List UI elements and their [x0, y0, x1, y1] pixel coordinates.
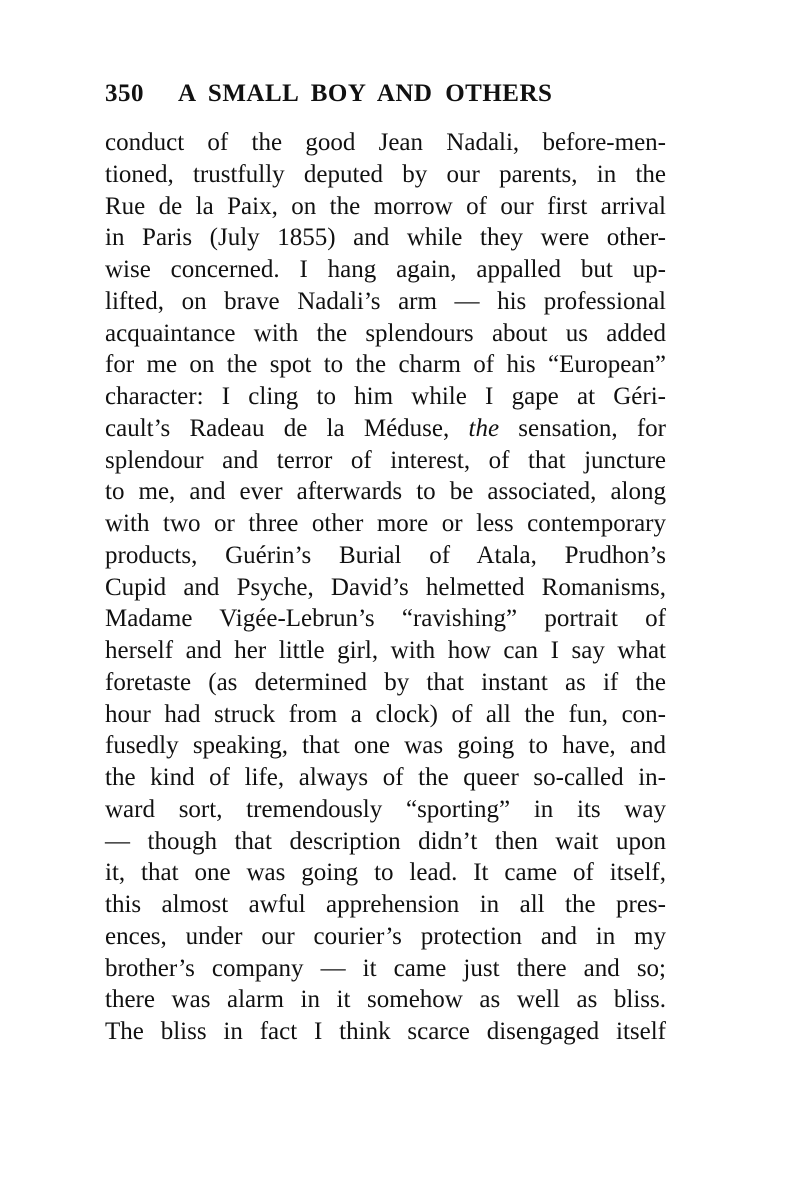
text-segment: sensation, for	[499, 414, 666, 442]
text-line: Rue de la Paix, on the morrow of our first arrival	[105, 192, 666, 220]
text-line: fusedly speaking, that one was going to have, and	[105, 732, 666, 760]
body-text	[105, 127, 666, 1048]
italic-word: the	[468, 414, 500, 442]
text-line: ward sort, tremendously “sporting” in its way	[105, 795, 666, 823]
text-line: the kind of life, always of the queer so-called in-	[105, 764, 666, 791]
text-line: Madame Vigée-Lebrun’s “ravishing” portrait of	[105, 605, 666, 633]
running-header	[105, 80, 595, 114]
text-line: character: I cling to him while I gape at Géri-	[105, 383, 666, 410]
running-title: A SMALL BOY AND OTHERS	[178, 80, 553, 107]
text-line: products, Guérin’s Burial of Atala, Prudhon’s	[105, 541, 666, 569]
text-segment: cault’s Radeau de la Méduse,	[105, 414, 469, 442]
text-line: foretaste (as determined by that instant as if the	[105, 668, 666, 696]
text-line: ences, under our courier’s protection and in my	[105, 922, 666, 950]
text-line: brother’s company — it came just there and so;	[105, 954, 666, 982]
text-line: this almost awful apprehension in all the pres-	[105, 891, 666, 918]
text-line: with two or three other more or less contemporary	[105, 510, 666, 537]
text-line	[105, 413, 666, 445]
text-line: splendour and terror of interest, of that juncture	[105, 446, 666, 474]
text-line: there was alarm in it somehow as well as bliss.	[105, 986, 666, 1014]
text-line: wise concerned. I hang again, appalled but up-	[105, 256, 666, 283]
text-line: for me on the spot to the charm of his “European”	[105, 351, 666, 379]
text-line: herself and her little girl, with how can I say what	[105, 637, 666, 664]
text-line: to me, and ever afterwards to be associated, along	[105, 478, 666, 506]
text-line: — though that description didn’t then wait upon	[105, 827, 666, 855]
text-line: conduct of the good Jean Nadali, before-men-	[105, 129, 666, 156]
text-line: it, that one was going to lead. It came of itself,	[105, 859, 666, 887]
page-number: 350	[105, 80, 144, 107]
text-line: The bliss in fact I think scarce disengaged itself	[105, 1018, 666, 1045]
text-line: lifted, on brave Nadali’s arm — his professional	[105, 287, 666, 315]
text-line: acquaintance with the splendours about us added	[105, 319, 666, 347]
text-line: Cupid and Psyche, David’s helmetted Romanisms,	[105, 573, 666, 601]
text-line: hour had struck from a clock) of all the fun, con-	[105, 700, 666, 728]
text-line: in Paris (July 1855) and while they were other-	[105, 224, 666, 252]
text-line: tioned, trustfully deputed by our parents, in the	[105, 160, 666, 188]
